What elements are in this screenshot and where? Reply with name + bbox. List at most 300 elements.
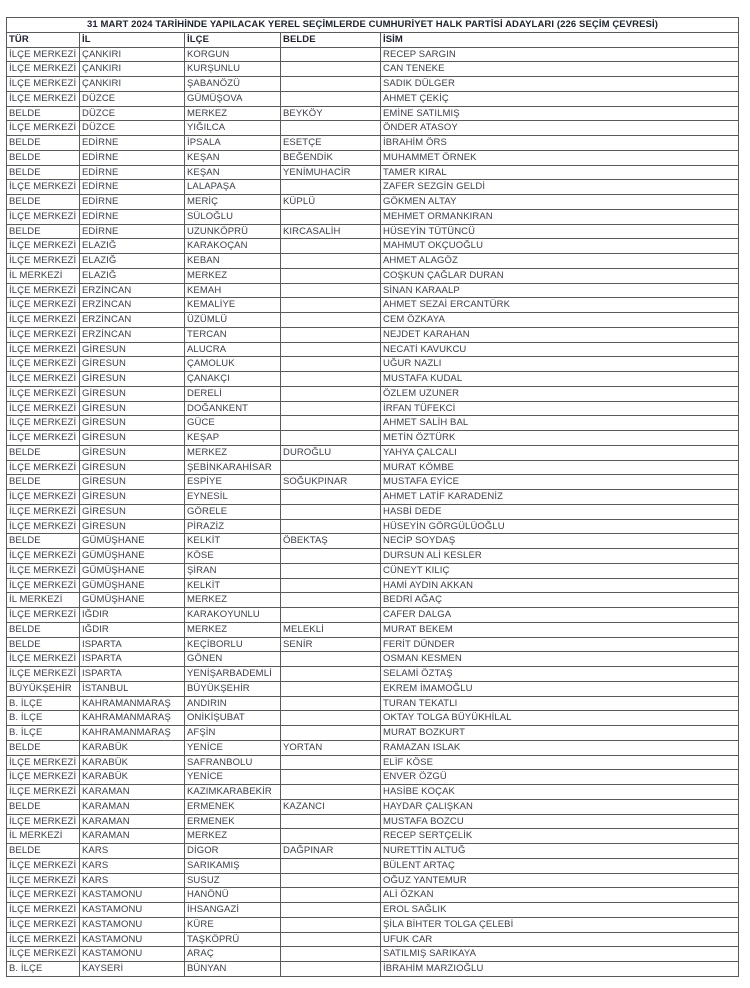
cell-tur: İLÇE MERKEZİ bbox=[7, 932, 80, 947]
cell-tur: BELDE bbox=[7, 195, 80, 210]
cell-belde bbox=[281, 490, 381, 505]
cell-isim: AHMET LATİF KARADENİZ bbox=[381, 490, 739, 505]
cell-il: GİRESUN bbox=[80, 357, 185, 372]
cell-isim: TAMER KIRAL bbox=[381, 165, 739, 180]
cell-ilce: BÜNYAN bbox=[185, 962, 281, 977]
cell-ilce: İPSALA bbox=[185, 136, 281, 151]
cell-belde bbox=[281, 62, 381, 77]
cell-isim: NECİP SOYDAŞ bbox=[381, 534, 739, 549]
cell-ilce: KEŞAN bbox=[185, 165, 281, 180]
cell-belde bbox=[281, 298, 381, 313]
cell-isim: HÜSEYİN GÖRGÜLÜOĞLU bbox=[381, 519, 739, 534]
cell-belde: KIRCASALİH bbox=[281, 224, 381, 239]
cell-il: DÜZCE bbox=[80, 106, 185, 121]
cell-isim: SATILMIŞ SARIKAYA bbox=[381, 947, 739, 962]
cell-tur: İLÇE MERKEZİ bbox=[7, 77, 80, 92]
cell-il: GİRESUN bbox=[80, 342, 185, 357]
candidates-table bbox=[6, 17, 739, 977]
table-row bbox=[7, 667, 739, 682]
cell-tur: BELDE bbox=[7, 445, 80, 460]
cell-belde bbox=[281, 519, 381, 534]
cell-isim: EKREM İMAMOĞLU bbox=[381, 681, 739, 696]
cell-isim: AHMET SEZAİ ERCANTÜRK bbox=[381, 298, 739, 313]
table-row bbox=[7, 814, 739, 829]
cell-belde bbox=[281, 829, 381, 844]
cell-tur: İLÇE MERKEZİ bbox=[7, 519, 80, 534]
cell-il: KASTAMONU bbox=[80, 917, 185, 932]
cell-isim: MURAT KÖMBE bbox=[381, 460, 739, 475]
table-row bbox=[7, 829, 739, 844]
table-row bbox=[7, 357, 739, 372]
cell-ilce: MERKEZ bbox=[185, 829, 281, 844]
cell-tur: İLÇE MERKEZİ bbox=[7, 652, 80, 667]
cell-isim: İBRAHİM MARZIOĞLU bbox=[381, 962, 739, 977]
cell-ilce: İHSANGAZİ bbox=[185, 903, 281, 918]
cell-ilce: ANDIRIN bbox=[185, 696, 281, 711]
cell-isim: MUSTAFA BOZCU bbox=[381, 814, 739, 829]
cell-il: KARABÜK bbox=[80, 755, 185, 770]
cell-tur: B. İLÇE bbox=[7, 696, 80, 711]
cell-il: KASTAMONU bbox=[80, 888, 185, 903]
cell-il: IĞDIR bbox=[80, 622, 185, 637]
cell-belde bbox=[281, 696, 381, 711]
cell-belde bbox=[281, 888, 381, 903]
cell-isim: MURAT BEKEM bbox=[381, 622, 739, 637]
cell-ilce: KEBAN bbox=[185, 254, 281, 269]
cell-il: KAYSERİ bbox=[80, 962, 185, 977]
cell-il: GÜMÜŞHANE bbox=[80, 593, 185, 608]
cell-isim: ÖZLEM UZUNER bbox=[381, 386, 739, 401]
cell-ilce: AFŞİN bbox=[185, 726, 281, 741]
cell-belde bbox=[281, 608, 381, 623]
cell-belde bbox=[281, 357, 381, 372]
cell-ilce: YENİCE bbox=[185, 740, 281, 755]
cell-belde bbox=[281, 549, 381, 564]
cell-isim: MEHMET ORMANKIRAN bbox=[381, 209, 739, 224]
table-row bbox=[7, 283, 739, 298]
cell-isim: HASİBE KOÇAK bbox=[381, 785, 739, 800]
cell-tur: İLÇE MERKEZİ bbox=[7, 47, 80, 62]
cell-ilce: KÖSE bbox=[185, 549, 281, 564]
cell-tur: BÜYÜKŞEHİR bbox=[7, 681, 80, 696]
table-row bbox=[7, 327, 739, 342]
cell-isim: SADIK DÜLGER bbox=[381, 77, 739, 92]
cell-il: KASTAMONU bbox=[80, 932, 185, 947]
cell-il: DÜZCE bbox=[80, 91, 185, 106]
cell-il: GÜMÜŞHANE bbox=[80, 578, 185, 593]
cell-isim: MUSTAFA EYİCE bbox=[381, 475, 739, 490]
cell-belde bbox=[281, 504, 381, 519]
cell-belde bbox=[281, 563, 381, 578]
table-row bbox=[7, 637, 739, 652]
cell-isim: İRFAN TÜFEKCİ bbox=[381, 401, 739, 416]
cell-il: KARAMAN bbox=[80, 829, 185, 844]
cell-ilce: ÇANAKÇI bbox=[185, 372, 281, 387]
cell-isim: RAMAZAN ISLAK bbox=[381, 740, 739, 755]
cell-belde bbox=[281, 947, 381, 962]
cell-tur: BELDE bbox=[7, 637, 80, 652]
cell-isim: ENVER ÖZGÜ bbox=[381, 770, 739, 785]
cell-il: KARS bbox=[80, 873, 185, 888]
cell-il: EDİRNE bbox=[80, 150, 185, 165]
cell-il: GİRESUN bbox=[80, 431, 185, 446]
cell-ilce: PİRAZİZ bbox=[185, 519, 281, 534]
table-row bbox=[7, 342, 739, 357]
column-header-il: İL bbox=[80, 32, 185, 47]
cell-isim: ŞİLA BİHTER TOLGA ÇELEBİ bbox=[381, 917, 739, 932]
cell-isim: ÖNDER ATASOY bbox=[381, 121, 739, 136]
cell-ilce: GÖNEN bbox=[185, 652, 281, 667]
cell-isim: BEDRİ AĞAÇ bbox=[381, 593, 739, 608]
cell-belde bbox=[281, 858, 381, 873]
table-row bbox=[7, 608, 739, 623]
cell-belde bbox=[281, 372, 381, 387]
cell-belde: BEYKÖY bbox=[281, 106, 381, 121]
cell-il: EDİRNE bbox=[80, 224, 185, 239]
table-row bbox=[7, 180, 739, 195]
cell-isim: CAN TENEKE bbox=[381, 62, 739, 77]
cell-ilce: DERELİ bbox=[185, 386, 281, 401]
cell-belde: BEĞENDİK bbox=[281, 150, 381, 165]
cell-belde bbox=[281, 711, 381, 726]
table-row bbox=[7, 519, 739, 534]
table-title: 31 MART 2024 TARİHİNDE YAPILACAK YEREL SEÇİMLERDE CUMHURİYET HALK PARTİSİ ADAYLARI (226 SEÇİM ÇEVRESİ) bbox=[7, 18, 739, 33]
cell-tur: İLÇE MERKEZİ bbox=[7, 785, 80, 800]
cell-il: EDİRNE bbox=[80, 180, 185, 195]
cell-tur: İLÇE MERKEZİ bbox=[7, 873, 80, 888]
cell-tur: İLÇE MERKEZİ bbox=[7, 549, 80, 564]
cell-il: GİRESUN bbox=[80, 372, 185, 387]
cell-tur: İLÇE MERKEZİ bbox=[7, 180, 80, 195]
cell-tur: İLÇE MERKEZİ bbox=[7, 608, 80, 623]
cell-tur: İL MERKEZİ bbox=[7, 829, 80, 844]
table-row bbox=[7, 239, 739, 254]
cell-isim: HAMİ AYDIN AKKAN bbox=[381, 578, 739, 593]
cell-il: GİRESUN bbox=[80, 416, 185, 431]
cell-belde bbox=[281, 873, 381, 888]
title-row bbox=[7, 18, 739, 33]
cell-ilce: MERKEZ bbox=[185, 106, 281, 121]
cell-belde bbox=[281, 785, 381, 800]
table-row bbox=[7, 106, 739, 121]
cell-isim: OSMAN KESMEN bbox=[381, 652, 739, 667]
cell-belde bbox=[281, 416, 381, 431]
cell-belde bbox=[281, 254, 381, 269]
cell-tur: İLÇE MERKEZİ bbox=[7, 888, 80, 903]
cell-ilce: GÖRELE bbox=[185, 504, 281, 519]
cell-tur: BELDE bbox=[7, 799, 80, 814]
cell-isim: AHMET SALİH BAL bbox=[381, 416, 739, 431]
cell-tur: İLÇE MERKEZİ bbox=[7, 563, 80, 578]
cell-isim: MUHAMMET ÖRNEK bbox=[381, 150, 739, 165]
table-row bbox=[7, 888, 739, 903]
cell-il: KARS bbox=[80, 858, 185, 873]
cell-il: KARAMAN bbox=[80, 814, 185, 829]
cell-tur: B. İLÇE bbox=[7, 962, 80, 977]
cell-tur: BELDE bbox=[7, 844, 80, 859]
cell-ilce: KEŞAP bbox=[185, 431, 281, 446]
cell-ilce: KORGUN bbox=[185, 47, 281, 62]
cell-ilce: KARAKOÇAN bbox=[185, 239, 281, 254]
cell-isim: HASBİ DEDE bbox=[381, 504, 739, 519]
cell-il: GİRESUN bbox=[80, 460, 185, 475]
cell-tur: İLÇE MERKEZİ bbox=[7, 327, 80, 342]
cell-belde bbox=[281, 77, 381, 92]
cell-isim: YAHYA ÇALCALI bbox=[381, 445, 739, 460]
cell-tur: İLÇE MERKEZİ bbox=[7, 903, 80, 918]
cell-tur: BELDE bbox=[7, 534, 80, 549]
table-row bbox=[7, 711, 739, 726]
cell-tur: İLÇE MERKEZİ bbox=[7, 504, 80, 519]
cell-isim: AHMET ALAGÖZ bbox=[381, 254, 739, 269]
column-header-ilce: İLÇE bbox=[185, 32, 281, 47]
cell-ilce: ŞEBİNKARAHİSAR bbox=[185, 460, 281, 475]
cell-tur: İLÇE MERKEZİ bbox=[7, 357, 80, 372]
cell-tur: İLÇE MERKEZİ bbox=[7, 490, 80, 505]
cell-ilce: ÇAMOLUK bbox=[185, 357, 281, 372]
cell-il: GİRESUN bbox=[80, 401, 185, 416]
cell-ilce: MERİÇ bbox=[185, 195, 281, 210]
cell-tur: İLÇE MERKEZİ bbox=[7, 209, 80, 224]
cell-il: KARABÜK bbox=[80, 770, 185, 785]
cell-il: İSTANBUL bbox=[80, 681, 185, 696]
cell-tur: İLÇE MERKEZİ bbox=[7, 578, 80, 593]
cell-isim: CEM ÖZKAYA bbox=[381, 313, 739, 328]
cell-il: DÜZCE bbox=[80, 121, 185, 136]
cell-tur: İLÇE MERKEZİ bbox=[7, 401, 80, 416]
cell-belde: SENİR bbox=[281, 637, 381, 652]
table-row bbox=[7, 150, 739, 165]
cell-ilce: SAFRANBOLU bbox=[185, 755, 281, 770]
cell-tur: İLÇE MERKEZİ bbox=[7, 431, 80, 446]
cell-isim: MURAT BOZKURT bbox=[381, 726, 739, 741]
cell-tur: BELDE bbox=[7, 106, 80, 121]
cell-belde bbox=[281, 239, 381, 254]
cell-isim: RECEP SARGIN bbox=[381, 47, 739, 62]
cell-tur: İLÇE MERKEZİ bbox=[7, 416, 80, 431]
table-row bbox=[7, 578, 739, 593]
cell-isim: GÖKMEN ALTAY bbox=[381, 195, 739, 210]
table-row bbox=[7, 903, 739, 918]
cell-il: ÇANKIRI bbox=[80, 47, 185, 62]
cell-belde bbox=[281, 593, 381, 608]
cell-tur: İLÇE MERKEZİ bbox=[7, 917, 80, 932]
cell-belde bbox=[281, 667, 381, 682]
cell-belde bbox=[281, 47, 381, 62]
cell-ilce: ONİKİŞUBAT bbox=[185, 711, 281, 726]
cell-tur: İLÇE MERKEZİ bbox=[7, 239, 80, 254]
cell-tur: BELDE bbox=[7, 475, 80, 490]
table-row bbox=[7, 947, 739, 962]
cell-belde bbox=[281, 681, 381, 696]
table-row bbox=[7, 195, 739, 210]
cell-ilce: MERKEZ bbox=[185, 593, 281, 608]
cell-belde: KAZANCI bbox=[281, 799, 381, 814]
cell-belde bbox=[281, 313, 381, 328]
cell-tur: İLÇE MERKEZİ bbox=[7, 372, 80, 387]
cell-belde bbox=[281, 283, 381, 298]
table-row bbox=[7, 121, 739, 136]
cell-isim: DURSUN ALİ KESLER bbox=[381, 549, 739, 564]
cell-isim: SİNAN KARAALP bbox=[381, 283, 739, 298]
cell-ilce: LALAPAŞA bbox=[185, 180, 281, 195]
header-row bbox=[7, 32, 739, 47]
cell-tur: İLÇE MERKEZİ bbox=[7, 62, 80, 77]
cell-il: ELAZIĞ bbox=[80, 268, 185, 283]
table-row bbox=[7, 932, 739, 947]
cell-isim: SELAMİ ÖZTAŞ bbox=[381, 667, 739, 682]
table-row bbox=[7, 858, 739, 873]
cell-il: KASTAMONU bbox=[80, 903, 185, 918]
cell-isim: MUSTAFA KUDAL bbox=[381, 372, 739, 387]
cell-ilce: KELKİT bbox=[185, 534, 281, 549]
cell-tur: BELDE bbox=[7, 622, 80, 637]
table-row bbox=[7, 165, 739, 180]
cell-ilce: SUSUZ bbox=[185, 873, 281, 888]
cell-belde: DUROĞLU bbox=[281, 445, 381, 460]
cell-isim: CÜNEYT KILIÇ bbox=[381, 563, 739, 578]
cell-belde bbox=[281, 814, 381, 829]
cell-ilce: YENİCE bbox=[185, 770, 281, 785]
cell-il: KARAMAN bbox=[80, 799, 185, 814]
cell-il: KAHRAMANMARAŞ bbox=[80, 711, 185, 726]
table-row bbox=[7, 77, 739, 92]
table-row bbox=[7, 563, 739, 578]
cell-belde bbox=[281, 386, 381, 401]
cell-il: GÜMÜŞHANE bbox=[80, 563, 185, 578]
cell-il: EDİRNE bbox=[80, 195, 185, 210]
cell-ilce: SÜLOĞLU bbox=[185, 209, 281, 224]
column-header-isim: İSİM bbox=[381, 32, 739, 47]
cell-belde bbox=[281, 932, 381, 947]
cell-isim: NURETTİN ALTUĞ bbox=[381, 844, 739, 859]
cell-ilce: KURŞUNLU bbox=[185, 62, 281, 77]
cell-ilce: TERCAN bbox=[185, 327, 281, 342]
table-row bbox=[7, 799, 739, 814]
table-row bbox=[7, 224, 739, 239]
table-row bbox=[7, 652, 739, 667]
cell-tur: B. İLÇE bbox=[7, 711, 80, 726]
cell-il: KARABÜK bbox=[80, 740, 185, 755]
cell-il: KASTAMONU bbox=[80, 947, 185, 962]
cell-il: ERZİNCAN bbox=[80, 283, 185, 298]
table-row bbox=[7, 47, 739, 62]
cell-ilce: MERKEZ bbox=[185, 445, 281, 460]
cell-tur: İLÇE MERKEZİ bbox=[7, 814, 80, 829]
cell-isim: AHMET ÇEKİÇ bbox=[381, 91, 739, 106]
cell-isim: METİN ÖZTÜRK bbox=[381, 431, 739, 446]
cell-il: ERZİNCAN bbox=[80, 298, 185, 313]
cell-il: ERZİNCAN bbox=[80, 327, 185, 342]
cell-belde bbox=[281, 431, 381, 446]
cell-ilce: KAZIMKARABEKİR bbox=[185, 785, 281, 800]
cell-belde bbox=[281, 578, 381, 593]
cell-tur: İLÇE MERKEZİ bbox=[7, 770, 80, 785]
table-row bbox=[7, 268, 739, 283]
cell-il: IĞDIR bbox=[80, 608, 185, 623]
cell-il: ÇANKIRI bbox=[80, 77, 185, 92]
cell-belde: SOĞUKPINAR bbox=[281, 475, 381, 490]
cell-il: GİRESUN bbox=[80, 519, 185, 534]
cell-tur: İLÇE MERKEZİ bbox=[7, 313, 80, 328]
cell-ilce: KEMALİYE bbox=[185, 298, 281, 313]
cell-isim: EMİNE SATILMIŞ bbox=[381, 106, 739, 121]
cell-il: GÜMÜŞHANE bbox=[80, 549, 185, 564]
cell-isim: ZAFER SEZGİN GELDİ bbox=[381, 180, 739, 195]
cell-belde bbox=[281, 755, 381, 770]
cell-il: ERZİNCAN bbox=[80, 313, 185, 328]
cell-ilce: HANÖNÜ bbox=[185, 888, 281, 903]
table-row bbox=[7, 534, 739, 549]
cell-il: ISPARTA bbox=[80, 667, 185, 682]
cell-belde bbox=[281, 91, 381, 106]
cell-belde bbox=[281, 903, 381, 918]
cell-ilce: MERKEZ bbox=[185, 268, 281, 283]
cell-ilce: ESPİYE bbox=[185, 475, 281, 490]
cell-il: KAHRAMANMARAŞ bbox=[80, 696, 185, 711]
column-header-tur: TÜR bbox=[7, 32, 80, 47]
cell-isim: OĞUZ YANTEMUR bbox=[381, 873, 739, 888]
cell-ilce: ARAÇ bbox=[185, 947, 281, 962]
table-row bbox=[7, 549, 739, 564]
cell-isim: RECEP SERTÇELİK bbox=[381, 829, 739, 844]
cell-isim: OKTAY TOLGA BÜYÜKHİLAL bbox=[381, 711, 739, 726]
cell-belde: MELEKLİ bbox=[281, 622, 381, 637]
cell-isim: MAHMUT OKÇUOĞLU bbox=[381, 239, 739, 254]
cell-isim: HAYDAR ÇALIŞKAN bbox=[381, 799, 739, 814]
cell-tur: İL MERKEZİ bbox=[7, 593, 80, 608]
cell-ilce: ERMENEK bbox=[185, 799, 281, 814]
cell-ilce: ÜZÜMLÜ bbox=[185, 313, 281, 328]
cell-il: GİRESUN bbox=[80, 504, 185, 519]
table-row bbox=[7, 593, 739, 608]
cell-isim: UĞUR NAZLI bbox=[381, 357, 739, 372]
cell-ilce: KEÇİBORLU bbox=[185, 637, 281, 652]
cell-il: ELAZIĞ bbox=[80, 239, 185, 254]
cell-belde bbox=[281, 962, 381, 977]
table-row bbox=[7, 62, 739, 77]
cell-tur: İLÇE MERKEZİ bbox=[7, 947, 80, 962]
cell-il: GİRESUN bbox=[80, 490, 185, 505]
table-row bbox=[7, 91, 739, 106]
cell-isim: BÜLENT ARTAÇ bbox=[381, 858, 739, 873]
table-row bbox=[7, 490, 739, 505]
cell-ilce: DİGOR bbox=[185, 844, 281, 859]
table-row bbox=[7, 431, 739, 446]
table-row bbox=[7, 313, 739, 328]
cell-tur: BELDE bbox=[7, 136, 80, 151]
cell-tur: İLÇE MERKEZİ bbox=[7, 342, 80, 357]
table-row bbox=[7, 475, 739, 490]
table-row bbox=[7, 504, 739, 519]
cell-belde bbox=[281, 401, 381, 416]
cell-tur: İLÇE MERKEZİ bbox=[7, 298, 80, 313]
cell-il: GİRESUN bbox=[80, 445, 185, 460]
cell-tur: BELDE bbox=[7, 224, 80, 239]
cell-tur: İLÇE MERKEZİ bbox=[7, 283, 80, 298]
cell-belde bbox=[281, 460, 381, 475]
cell-belde bbox=[281, 726, 381, 741]
cell-isim: CAFER DALGA bbox=[381, 608, 739, 623]
cell-tur: BELDE bbox=[7, 165, 80, 180]
table-row bbox=[7, 740, 739, 755]
table-row bbox=[7, 136, 739, 151]
cell-belde bbox=[281, 342, 381, 357]
cell-belde: KÜPLÜ bbox=[281, 195, 381, 210]
table-row bbox=[7, 401, 739, 416]
cell-isim: NEJDET KARAHAN bbox=[381, 327, 739, 342]
cell-il: ELAZIĞ bbox=[80, 254, 185, 269]
